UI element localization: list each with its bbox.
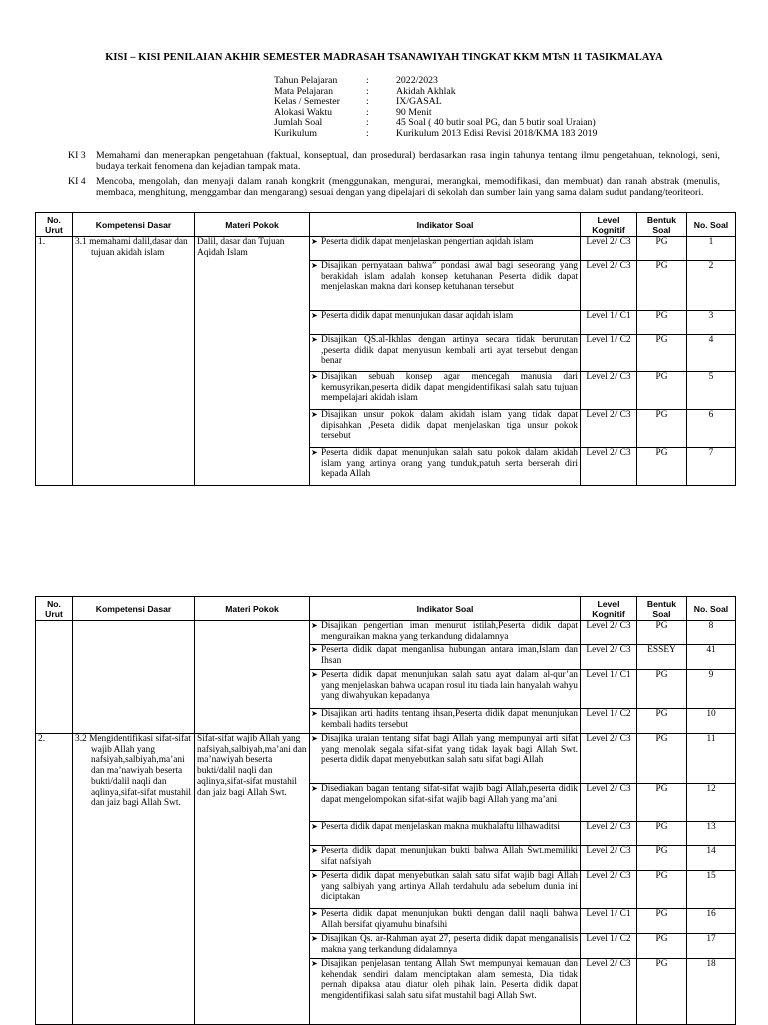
ki-text: Mencoba, mengolah, dan menyaji dalam ranah kongkrit (menggunakan, mengurai, merangkai, memodifikasi, dan membuat) dan ranah abstrak (menulis, membaca, menghitung, menggambar dan mengarang) sesuai dengan yang dipelajari di sekolah dan sumber lain yang sama dalam sudut pandang/teoriteori. <box>96 176 720 198</box>
cell-materi-pokok <box>195 621 310 734</box>
cell-indikator: ➤ Disajika uraian tentang sifat bagi Allah yang mempunyai arti sifat yang menolak segala sifat-sifat yang tidak layak bagi Allah Swt. peserta didik dapat menyebutkan salah satu sifat bagi Allah <box>310 734 581 784</box>
info-colon: : <box>366 106 369 118</box>
cell-level: Level 2/ C3 <box>581 822 637 846</box>
cell-level: Level 2/ C3 <box>581 871 637 909</box>
cell-level: Level 2/ C3 <box>581 734 637 784</box>
cell-no-soal: 18 <box>687 959 736 1025</box>
cell-level: Level 2/ C3 <box>581 846 637 871</box>
info-label: Tahun Pelajaran <box>274 75 338 86</box>
header-indikator-soal: Indikator Soal <box>310 597 581 621</box>
info-label: Kurikulum <box>274 127 317 139</box>
info-value: 90 Menit <box>396 106 432 118</box>
cell-indikator: ➤ Disediakan bagan tentang sifat-sifat wajib bagi Allah,peserta didik dapat mengelompokan sifat-sifat wajib bagi Allah yang ma’ani <box>310 784 581 822</box>
cell-bentuk: PG <box>637 237 687 261</box>
cell-no-soal: 4 <box>687 335 736 372</box>
header-no-urut: No. Urut <box>36 213 73 237</box>
cell-bentuk: PG <box>637 670 687 709</box>
cell-bentuk: PG <box>637 261 687 311</box>
kd-text: 3.1 memahami dalil,dasar dan tujuan akidah islam <box>75 237 188 258</box>
cell-level: Level 1/ C1 <box>581 909 637 934</box>
ki-code: KI 3 <box>68 150 86 161</box>
cell-bentuk: PG <box>637 410 687 448</box>
cell-level: Level 2/ C3 <box>581 959 637 1025</box>
cell-level: Level 2/ C3 <box>581 645 637 670</box>
info-colon: : <box>366 75 369 86</box>
cell-indikator: ➤ Disajikan pengertian iman menurut istilah,Peserta didik dapat menguraikan makna yang terkandung didalamnya <box>310 621 581 645</box>
info-label: Alokasi Waktu <box>274 106 333 118</box>
header-no-soal: No. Soal <box>687 213 736 237</box>
cell-level: Level 1/ C1 <box>581 311 637 335</box>
header-kompetensi-dasar: Kompetensi Dasar <box>73 213 195 237</box>
info-value: 2022/2023 <box>396 75 438 86</box>
kisi-table-1 <box>35 212 736 486</box>
table-header-row <box>36 597 736 621</box>
document-title: KISI – KISI PENILAIAN AKHIR SEMESTER MADRASAH TSANAWIYAH TINGKAT KKM MTsN 11 TASIKMALAYA <box>105 52 663 63</box>
cell-indikator: ➤ Disajikan QS.al-Ikhlas dengan artinya secara tidak berurutan ,peserta didik dapat menyusun kembali arti ayat tersebut dengan benar <box>310 335 581 372</box>
info-colon: : <box>366 117 369 129</box>
cell-indikator: ➤ Disajikan pernyataan bahwa” pondasi awal bagi seseorang yang berakidah islam adalah konsep ketuhanan Peserta didik dapat menjelaskan makna dari konsep ketuhanan tersebut <box>310 261 581 311</box>
cell-bentuk: PG <box>637 959 687 1025</box>
table-row <box>36 734 736 784</box>
ki-3 <box>68 151 720 173</box>
info-colon: : <box>366 96 369 108</box>
header-level-kognitif: Level Kognitif <box>581 597 637 621</box>
cell-no-soal: 2 <box>687 261 736 311</box>
cell-indikator: ➤ Peserta didik dapat menyebutkan salah satu sifat wajib bagi Allah yang salbiyah yang artinya Allah terdahulu ada sebelum dunia ini diciptakan <box>310 871 581 909</box>
header-indikator-soal: Indikator Soal <box>310 213 581 237</box>
cell-level: Level 2/ C3 <box>581 448 637 486</box>
cell-bentuk: PG <box>637 311 687 335</box>
cell-no-soal: 9 <box>687 670 736 709</box>
cell-no-urut <box>36 621 73 734</box>
info-row-tahun <box>274 76 694 87</box>
cell-level: Level 1/ C2 <box>581 709 637 734</box>
cell-indikator: ➤ Peserta didik dapat menunjukan salah satu pokok dalam akidah islam yang artinya orang yang tunduk,patuh serta berserah diri kepada Allah <box>310 448 581 486</box>
cell-no-soal: 14 <box>687 846 736 871</box>
cell-no-soal: 11 <box>687 734 736 784</box>
cell-kompetensi-dasar <box>73 734 195 1025</box>
cell-bentuk: PG <box>637 621 687 645</box>
cell-no-soal: 10 <box>687 709 736 734</box>
table-header-row <box>36 213 736 237</box>
cell-no-soal: 6 <box>687 410 736 448</box>
cell-indikator: ➤ Disajikan Qs. ar-Rahman ayat 27, peserta didik dapat menganalisis makna yang terkandung didalamnya <box>310 934 581 959</box>
cell-indikator: ➤ Disajikan sebuah konsep agar mencegah manusia dari kemusyrikan,peserta didik dapat mengidentifikasi salah satu tujuan mempelajari akidah islam <box>310 372 581 410</box>
cell-no-soal: 1 <box>687 237 736 261</box>
header-kompetensi-dasar: Kompetensi Dasar <box>73 597 195 621</box>
info-value: IX/GASAL <box>396 96 442 108</box>
header-bentuk-soal: Bentuk Soal <box>637 597 687 621</box>
info-colon: : <box>366 127 369 139</box>
cell-kompetensi-dasar <box>73 237 195 486</box>
cell-indikator: ➤ Disajikan arti hadits tentang ihsan,Peserta didik dapat menunjukan kembali hadits tersebut <box>310 709 581 734</box>
cell-no-soal: 41 <box>687 645 736 670</box>
info-colon: : <box>366 85 369 97</box>
ki-text: Memahami dan menerapkan pengetahuan (faktual, konseptual, dan prosedural) berdasarkan rasa ingin tahunya tentang ilmu pengetahuan, teknologi, seni, budaya terkait fenomena dan kejadian tampak mata. <box>96 150 720 172</box>
cell-indikator: ➤ Disajikan unsur pokok dalam akidah islam yang tidak dapat dipisahkan ,Peseta didik dapat menjelaskan tiga unsur pokok tersebut <box>310 410 581 448</box>
cell-level: Level 2/ C3 <box>581 261 637 311</box>
header-materi-pokok: Materi Pokok <box>195 597 310 621</box>
cell-indikator: ➤ Peserta didik dapat menunjukan bukti bahwa Allah Swt.memiliki sifat nafsiyah <box>310 846 581 871</box>
cell-bentuk: PG <box>637 846 687 871</box>
cell-no-soal: 3 <box>687 311 736 335</box>
header-no-urut: No. Urut <box>36 597 73 621</box>
table-row <box>36 621 736 645</box>
info-row-kelas <box>274 97 694 108</box>
header-level-kognitif: Level Kognitif <box>581 213 637 237</box>
cell-level: Level 1/ C2 <box>581 934 637 959</box>
cell-kompetensi-dasar <box>73 621 195 734</box>
info-label: Mata Pelajaran <box>274 85 334 97</box>
cell-bentuk: PG <box>637 335 687 372</box>
kisi-table-2 <box>35 596 736 1025</box>
cell-bentuk: PG <box>637 734 687 784</box>
cell-no-soal: 5 <box>687 372 736 410</box>
header-bentuk-soal: Bentuk Soal <box>637 213 687 237</box>
cell-bentuk: PG <box>637 709 687 734</box>
info-value: Akidah Akhlak <box>396 85 456 97</box>
header-no-soal: No. Soal <box>687 597 736 621</box>
cell-bentuk: PG <box>637 909 687 934</box>
cell-bentuk: ESSEY <box>637 645 687 670</box>
cell-no-soal: 16 <box>687 909 736 934</box>
cell-indikator: ➤ Peserta didik dapat menunjukan dasar aqidah islam <box>310 311 581 335</box>
cell-no-soal: 13 <box>687 822 736 846</box>
info-label: Jumlah Soal <box>274 117 323 129</box>
cell-level: Level 2/ C3 <box>581 621 637 645</box>
cell-no-urut: 1. <box>36 237 73 486</box>
cell-indikator: ➤ Peserta didik dapat menjelaskan makna mukhalaftu lilhawaditsi <box>310 822 581 846</box>
cell-indikator: ➤ Peserta didik dapat menunjukan salah satu ayat dalam al-qur’an yang menjelaskan bahwa ucapan rosul itu tiada lain hanyalah wahyu yang diwahyukan kepadanya <box>310 670 581 709</box>
kd-text: 3.2 Mengidentifikasi sifat-sifat wajib Allah yang nafsiyah,salbiyah,ma’ani dan ma’nawiyah beserta bukti/dalil naqli dan aqlinya,sifat-sifat mustahil dan jaiz bagi Allah Swt. <box>75 734 191 809</box>
cell-indikator: ➤ Peserta didik dapat menjelaskan pengertian aqidah islam <box>310 237 581 261</box>
cell-indikator: ➤ Peserta didik dapat menganlisa hubungan antara iman,Islam dan Ihsan <box>310 645 581 670</box>
info-value: Kurikulum 2013 Edisi Revisi 2018/KMA 183 2019 <box>396 127 598 139</box>
table-row <box>36 237 736 261</box>
cell-no-soal: 8 <box>687 621 736 645</box>
ki-code: KI 4 <box>68 176 86 187</box>
cell-bentuk: PG <box>637 822 687 846</box>
cell-no-soal: 12 <box>687 784 736 822</box>
cell-level: Level 2/ C3 <box>581 784 637 822</box>
info-row-kurikulum <box>274 129 694 140</box>
cell-no-soal: 7 <box>687 448 736 486</box>
info-value: 45 Soal ( 40 butir soal PG, dan 5 butir soal Uraian) <box>396 117 596 129</box>
cell-bentuk: PG <box>637 448 687 486</box>
header-materi-pokok: Materi Pokok <box>195 213 310 237</box>
cell-level: Level 2/ C3 <box>581 237 637 261</box>
cell-level: Level 2/ C3 <box>581 410 637 448</box>
cell-materi-pokok: Sifat-sifat wajib Allah yang nafsiyah,salbiyah,ma’ani dan ma’nawiyah beserta bukti/dalil naqli dan aqlinya,sifat-sifat mustahil dan jaiz bagi Allah Swt. <box>195 734 310 1025</box>
cell-level: Level 2/ C3 <box>581 372 637 410</box>
info-label: Kelas / Semester <box>274 96 340 108</box>
ki-4 <box>68 177 720 199</box>
cell-no-soal: 15 <box>687 871 736 909</box>
cell-materi-pokok: Dalil, dasar dan Tujuan Aqidah Islam <box>195 237 310 486</box>
cell-indikator: ➤ Disajikan penjelasan tentang Allah Swt mempunyai kemauan dan kehendak sendiri dalam menciptakan alam semesta, Dia tidak pernah dipaksa atau diatur oleh pihak lain. Peserta didik dapat mengidentifikasi salah satu sifat mustahil bagi Allah Swt. <box>310 959 581 1025</box>
cell-no-urut: 2. <box>36 734 73 1025</box>
document-info <box>274 76 694 140</box>
cell-indikator: ➤ Peserta didik dapat menunjukan bukti dengan dalil naqli bahwa Allah bersifat qiyamuhu binafsihi <box>310 909 581 934</box>
cell-bentuk: PG <box>637 871 687 909</box>
cell-bentuk: PG <box>637 934 687 959</box>
cell-level: Level 1/ C2 <box>581 335 637 372</box>
cell-no-soal: 17 <box>687 934 736 959</box>
cell-bentuk: PG <box>637 784 687 822</box>
cell-bentuk: PG <box>637 372 687 410</box>
cell-level: Level 1/ C1 <box>581 670 637 709</box>
